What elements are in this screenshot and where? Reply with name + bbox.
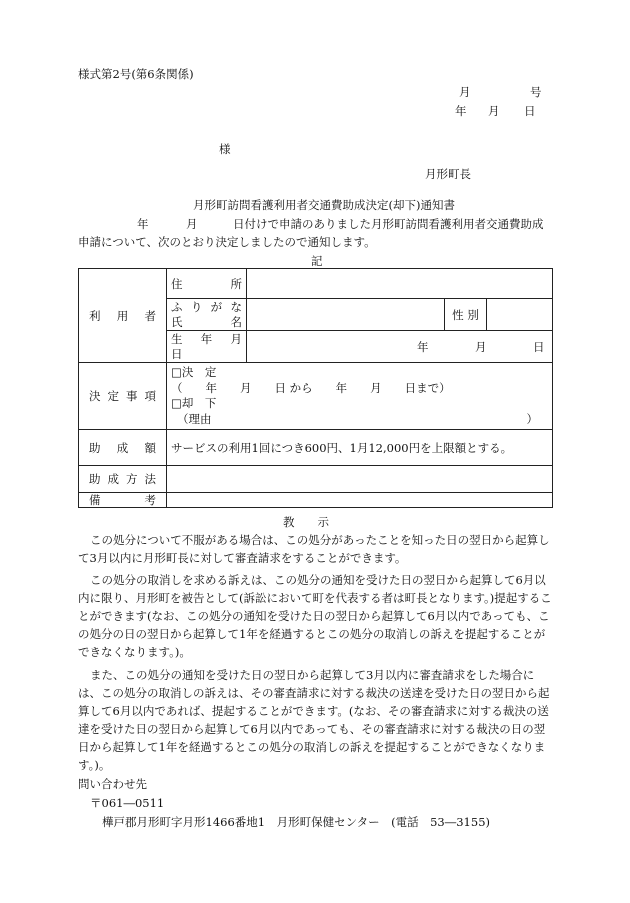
ref-month: 月 bbox=[459, 85, 471, 99]
address-label: 住 所 bbox=[167, 269, 247, 299]
contact-address: 樺戸郡月形町字月形1466番地1 月形町保健センター (電話 53―3155) bbox=[102, 815, 490, 829]
reason-line bbox=[171, 412, 548, 428]
decision-cell bbox=[167, 363, 553, 430]
document-title: 月形町訪問看護利用者交通費助成決定(却下)通知書 bbox=[193, 198, 455, 212]
user-label: 利 用 者 bbox=[79, 269, 167, 363]
issuer: 月形町長 bbox=[425, 167, 471, 181]
remarks-label: 備 考 bbox=[79, 493, 167, 508]
address-field[interactable] bbox=[247, 269, 553, 299]
notice-paragraph-3: また、この処分の通知を受けた日の翌日から起算して3月以内に審査請求をした場合には、この処分の取消しの訴えは、その審査請求に対する裁決の送達を受けた日の翌日から起算して6月以内であれば、提起することができます。(なお、その審査請求に対する裁決の送達を受けた日の翌日から起算して6月以内であっても、その審査請求に対する裁決の日の翌日から起算して1年を経過するとこの処分の取消しの訴えを提起することができなくなります。)。 bbox=[78, 668, 550, 772]
form-number: 様式第2号(第6条関係) bbox=[78, 67, 194, 81]
date-month: 月 bbox=[488, 104, 500, 118]
notification-form-table bbox=[78, 268, 553, 508]
decision-approve-checkbox[interactable]: □決 定 bbox=[171, 365, 217, 379]
ref-number: 号 bbox=[530, 85, 542, 99]
birth-year: 年 bbox=[417, 339, 429, 354]
method-field[interactable] bbox=[167, 466, 553, 493]
birthdate-label-cell bbox=[167, 331, 247, 363]
notice-paragraph-2: この処分の取消しを求める訴えは、この処分の通知を受けた日の翌日から起算して6月以内に限り、月形町を被告として(訴訟において町を代表する者は町長となります。)提起することができます(なお、この処分の通知を受けた日の翌日から起算して6月以内であっても、この処分の日の翌日から起算して1年を経過するとこの処分の取消しの訴えを提起することができなくなります。)。 bbox=[78, 573, 552, 659]
amount-value: サービスの利用1回につき600円、1月12,000円を上限額とする。 bbox=[167, 430, 553, 466]
ki-heading: 記 bbox=[311, 254, 323, 268]
name-label: 氏 名 bbox=[171, 314, 242, 329]
intro-month: 月 bbox=[186, 217, 198, 231]
reason-open: （理由 bbox=[177, 411, 212, 426]
method-label: 助 成 方 法 bbox=[79, 466, 167, 493]
remarks-field[interactable] bbox=[167, 493, 553, 508]
decision-reject-checkbox[interactable]: □却 下 bbox=[171, 396, 217, 410]
decision-label: 決 定 事 項 bbox=[79, 363, 167, 430]
notice-heading: 教 示 bbox=[283, 515, 329, 529]
name-label-cell bbox=[167, 299, 247, 331]
name-field[interactable] bbox=[247, 299, 445, 331]
reason-close: ） bbox=[526, 411, 538, 426]
intro-text-2: 申請について、次のとおり決定しましたので通知します。 bbox=[78, 235, 376, 249]
date-year: 年 bbox=[455, 104, 467, 118]
decision-period: （ 年 月 日 から 年 月 日まで） bbox=[171, 380, 451, 395]
birth-month: 月 bbox=[475, 339, 487, 354]
gender-label: 性 別 bbox=[445, 299, 487, 331]
contact-label: 問い合わせ先 bbox=[78, 777, 147, 791]
intro-year: 年 bbox=[137, 217, 149, 231]
amount-label: 助 成 額 bbox=[79, 430, 167, 466]
intro-text-1: 日付けで申請のありました月形町訪問看護利用者交通費助成 bbox=[233, 217, 544, 231]
contact-postal: 〒061―0511 bbox=[90, 796, 165, 810]
addressee-suffix: 様 bbox=[219, 142, 231, 156]
date-day: 日 bbox=[524, 104, 536, 118]
birthdate-label-2: 日 bbox=[171, 346, 183, 361]
birthdate-label-1: 生 年 月 bbox=[171, 331, 242, 346]
birthdate-field[interactable] bbox=[247, 331, 553, 363]
birth-day: 日 bbox=[533, 339, 545, 354]
gender-field[interactable] bbox=[487, 299, 553, 331]
furigana-label: ふ り が な bbox=[171, 299, 242, 314]
notice-paragraph-1: この処分について不服がある場合は、この処分があったことを知った日の翌日から起算して3月以内に月形町長に対して審査請求をすることができます。 bbox=[78, 533, 550, 565]
